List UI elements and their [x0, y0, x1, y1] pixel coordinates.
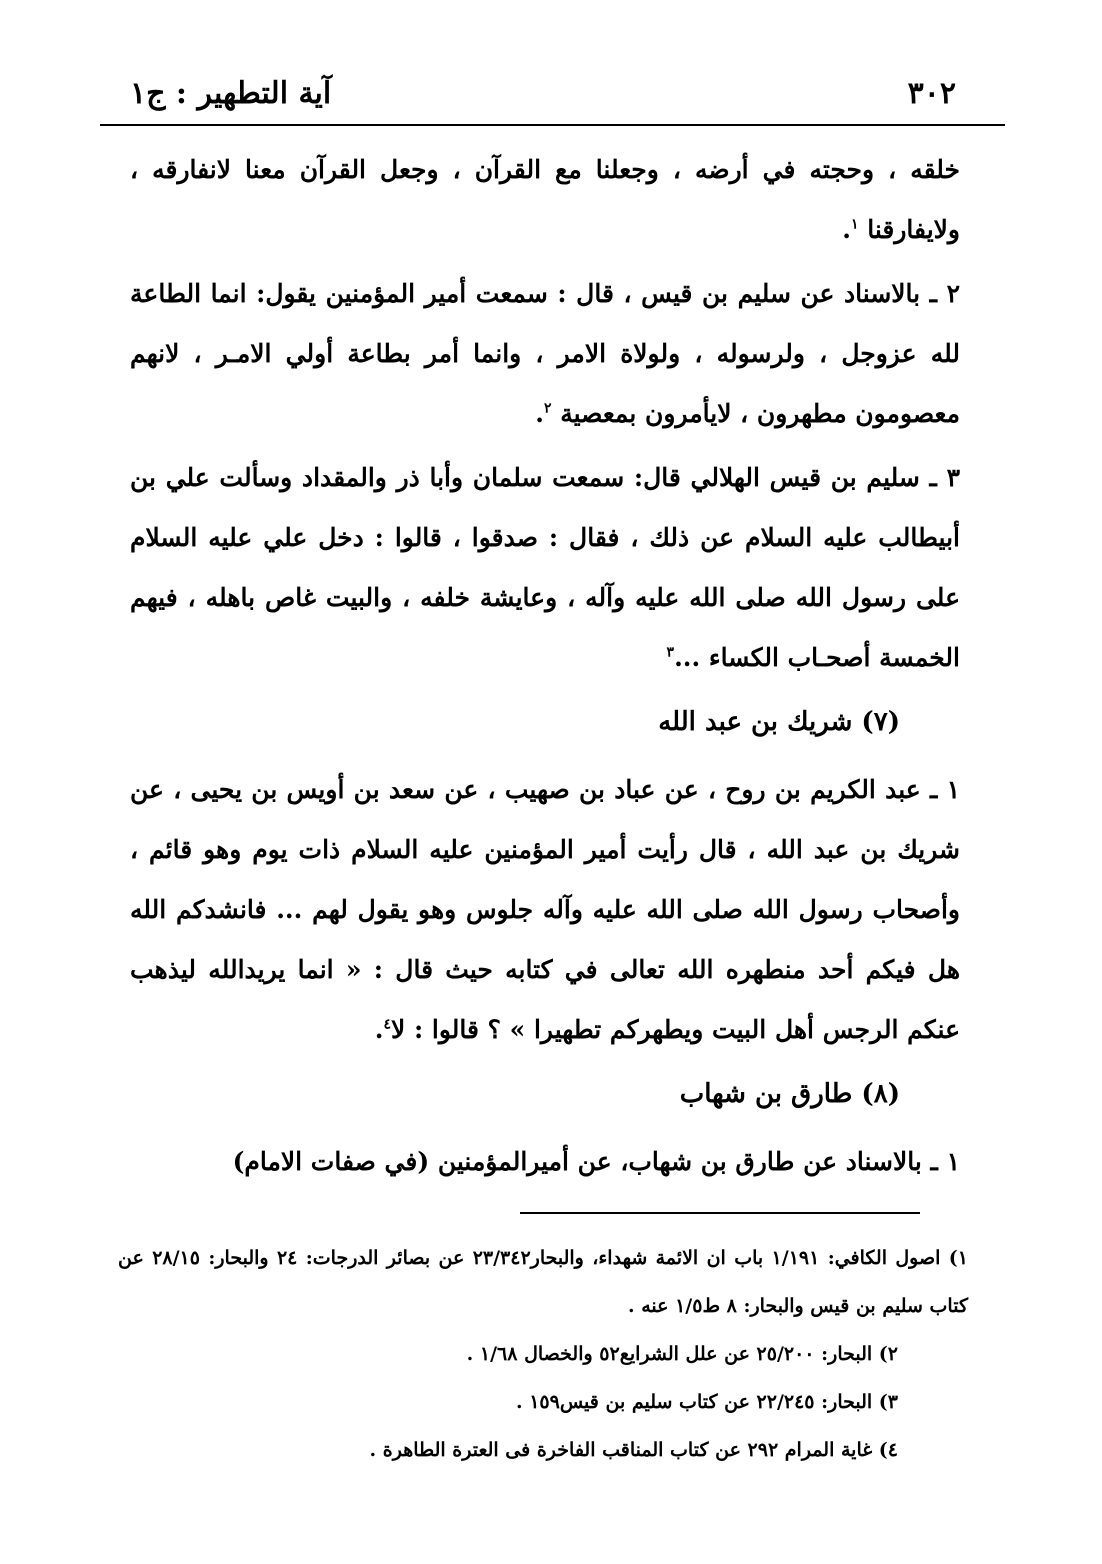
- footnote-3: ٣) البحار: ٢٢/٢٤٥ عن كتاب سليم بن قيس١٥٩ .: [515, 1391, 898, 1413]
- paragraph-continuation: خلقه ، وحجته في أرضه ، وجعلنا مع القرآن ، وجعل القرآن معنا لانفارقه ، ولايفارقنا $^١$.: [130, 155, 960, 244]
- footnote-ref-2: ٢: [543, 400, 552, 417]
- footnote-4: ٤) غاية المرام ٢٩٢ عن كتاب المناقب الفاخرة فى العترة الطاهرة .: [369, 1439, 898, 1461]
- footnote-2: ٢) البحار: ٢٥/٢٠٠ عن علل الشرايع٥٢ والخصال ١/٦٨ .: [466, 1343, 898, 1365]
- footnote-ref-1: ١: [851, 216, 859, 233]
- footnote-divider: [520, 1212, 920, 1214]
- narration-sharik-1: ١ ـ عبد الكريم بن روح ، عن عباد بن صهيب ، عن سعد بن أويس بن يحيى ، عن شريك بن عبد الله ، قال رأيت أمير المؤمنين عليه السلام ذات يوم وهو قائم ، وأصحاب رسول الله صلى الله عليه وآله جلوس وهو يقول لهم ... فانشدكم الله هل فيكم أحد منطهره الله تعالى في كتابه حيث قال : « انما يريدالله ليذهب عنكم الرجس أهل البيت ويطهركم تطهيرا » ؟ قالوا : لا$^٤$.: [130, 775, 960, 1044]
- narration-3: ٣ ـ سليم بن قيس الهلالي قال: سمعت سلمان وأبا ذر والمقداد وسألت علي بن أبيطالب عليه السلام عن ذلك ، فقال : صدقوا ، قالوا : دخل علي عليه السلام على رسول الله صلى الله عليه وآله ، وعايشة خلفه ، والبيت غاص باهله ، فيهم الخمسة أصحـاب الكساء ...$^٣$: [130, 463, 960, 672]
- main-text: [130, 140, 960, 1196]
- narration-2: ٢ ـ بالاسناد عن سليم بن قيس ، قال : سمعت أمير المؤمنين يقول: انما الطاعة لله عزوجل ، ولرسوله ، ولولاة الامر ، وانما أمر بطاعة أولي الامـر ، لانهم معصومون مطهرون ، لايأمرون بمعصية $^٢$.: [130, 279, 960, 428]
- footnote-ref-3: ٣: [666, 644, 675, 661]
- section-heading-8: (٨) طارق بن شهاب: [679, 1079, 900, 1109]
- page-number: ٣٠٢: [907, 76, 956, 111]
- footnotes: [118, 1234, 968, 1474]
- narration-tariq-1: ١ ـ بالاسناد عن طارق بن شهاب، عن أميرالمؤمنين (في صفات الامام): [232, 1147, 960, 1176]
- page-header: [118, 72, 968, 122]
- section-heading-7: (٧) شريك بن عبد الله: [658, 707, 900, 737]
- header-divider: [100, 124, 1005, 126]
- running-title: آية التطهير : ج١: [130, 76, 332, 111]
- footnote-ref-4: ٤: [383, 1016, 392, 1033]
- footnote-1: ١) اصول الكافي: ١/١٩١ باب ان الائمة شهداء، والبحار٢٣/٣٤٢ عن بصائر الدرجات: ٢٤ والبحار: ٢٨/١٥ عن كتاب سليم بن قيس والبحار: ٨ ط١/٥ عنه .: [118, 1247, 968, 1317]
